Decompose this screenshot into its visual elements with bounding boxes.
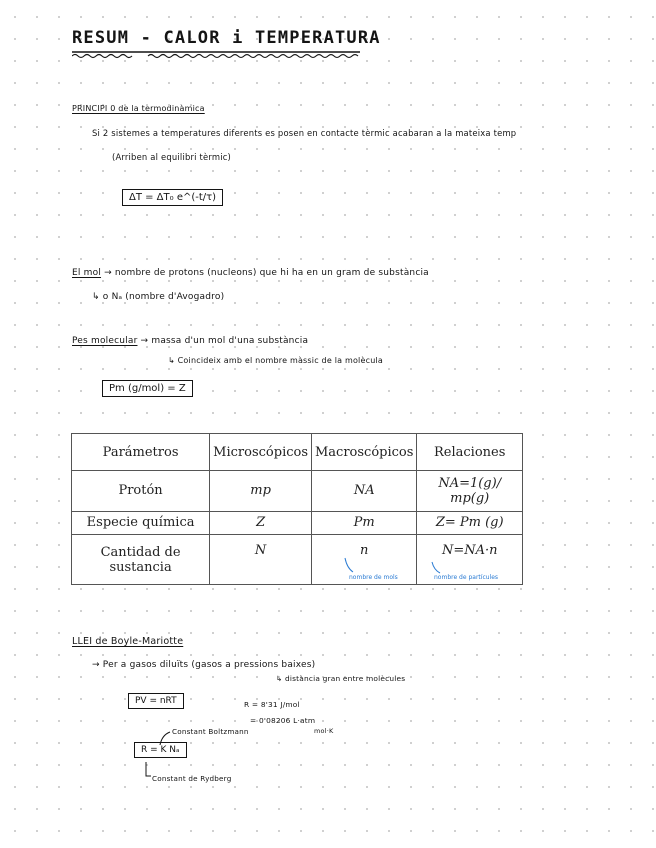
page-title: RESUM - CALOR i TEMPERATURA [72, 28, 381, 48]
note-mols: nombre de mols [349, 574, 398, 581]
boyle-line1: → Per a gasos diluïts (gasos a pressions baixes) [92, 660, 316, 670]
r-value: R = 8'31 J/mol [244, 700, 300, 709]
pv-formula: PV = nRT [128, 693, 184, 709]
col-macroscopicos: Macroscópicos [312, 434, 417, 471]
r-formula: R = K Nₐ [134, 742, 187, 758]
principi-line2: (Arriben al equilibri tèrmic) [112, 152, 232, 162]
pes-sub: ↳ Coincideix amb el nombre màssic de la molècula [168, 356, 383, 365]
principi-line1: Si 2 sistemes a temperatures diferents es posen en contacte tèrmic acabaran a la mateixa temp [92, 128, 517, 138]
col-parametros: Parámetros [72, 434, 210, 471]
boltzmann-label: Constant Boltzmann [172, 727, 249, 736]
principi-heading: PRINCIPI 0 de la termodinàmica [72, 104, 205, 113]
mol-sub: ↳ o Nₐ (nombre d'Avogadro) [92, 292, 225, 302]
pes-def: → massa d'un mol d'una substància [140, 336, 309, 346]
note-particules: nombre de partícules [434, 574, 499, 581]
mol-heading: El mol [72, 268, 102, 278]
r-value2: = 0'08206 L·atm [250, 716, 316, 725]
boyle-heading: LLEI de Boyle-Mariotte [72, 636, 184, 647]
table-cell: Especie química [72, 511, 210, 534]
pes-heading: Pes molecular [72, 336, 138, 346]
table-cell: N=NA·n [417, 535, 523, 585]
pes-formula: Pm (g/mol) = Z [102, 380, 193, 397]
col-relaciones: Relaciones [417, 434, 523, 471]
table-cell: Cantidad de sustancia [72, 535, 210, 585]
r-unit: mol·K [314, 727, 334, 735]
table-cell: Z= Pm (g) [417, 511, 523, 534]
table-cell: Protón [72, 471, 210, 512]
table-cell: mp [210, 471, 312, 512]
principi-formula: ΔT = ΔT₀ e^(-t/τ) [122, 189, 223, 206]
rydberg-label: Constant de Rydberg [152, 774, 232, 783]
col-microscopicos: Microscópicos [210, 434, 312, 471]
table-cell: NA [312, 471, 417, 512]
table-cell: NA=1(g)/ mp(g) [417, 471, 523, 512]
mol-def: → nombre de protons (nucleons) que hi ha en un gram de substància [104, 268, 429, 278]
boyle-line1b: ↳ distància gran entre molècules [276, 674, 406, 683]
table-cell: N [210, 535, 312, 585]
table-cell: n [312, 535, 417, 585]
table-cell: Z [210, 511, 312, 534]
table-cell: Pm [312, 511, 417, 534]
